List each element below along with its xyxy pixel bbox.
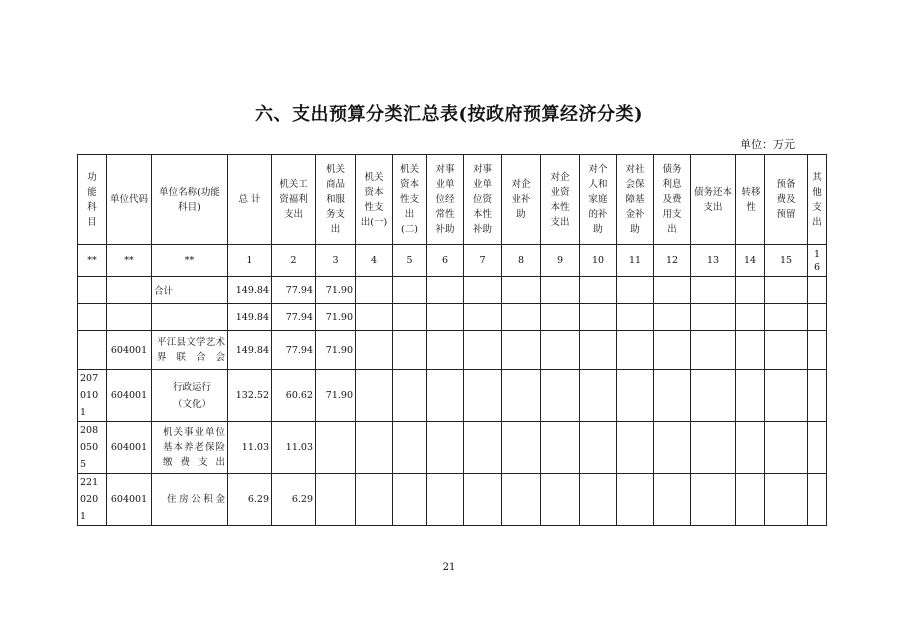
func-code-cell bbox=[78, 304, 107, 331]
empty-cell bbox=[356, 331, 393, 370]
empty-cell bbox=[691, 474, 736, 526]
empty-cell bbox=[541, 304, 580, 331]
empty-cell bbox=[356, 304, 393, 331]
empty-cell bbox=[654, 370, 691, 422]
wage-cell: 77.94 bbox=[272, 304, 316, 331]
empty-cell bbox=[736, 370, 765, 422]
wage-cell: 77.94 bbox=[272, 277, 316, 304]
total-cell: 6.29 bbox=[228, 474, 272, 526]
empty-cell bbox=[427, 370, 464, 422]
unit-name-cell: 住房公积金 bbox=[152, 474, 228, 526]
header-cell: 对事业单位资本性补助 bbox=[464, 155, 502, 245]
empty-cell bbox=[580, 304, 617, 331]
unit-code-cell: 604001 bbox=[107, 370, 152, 422]
empty-cell bbox=[691, 370, 736, 422]
header-cell: 机关商品和服务支出 bbox=[316, 155, 356, 245]
empty-cell bbox=[427, 304, 464, 331]
header-cell: 对社会保障基金补助 bbox=[617, 155, 654, 245]
goods-cell bbox=[316, 474, 356, 526]
column-number: 16 bbox=[808, 245, 827, 277]
column-number: ** bbox=[78, 245, 107, 277]
empty-cell bbox=[691, 277, 736, 304]
column-number: 9 bbox=[541, 245, 580, 277]
empty-cell bbox=[691, 304, 736, 331]
empty-cell bbox=[464, 422, 502, 474]
header-cell: 对企业资本性支出 bbox=[541, 155, 580, 245]
table-row bbox=[78, 277, 827, 304]
empty-cell bbox=[502, 277, 541, 304]
column-number: 8 bbox=[502, 245, 541, 277]
column-number: 6 bbox=[427, 245, 464, 277]
column-number: 7 bbox=[464, 245, 502, 277]
table-row bbox=[78, 370, 827, 422]
empty-cell bbox=[541, 370, 580, 422]
empty-cell bbox=[808, 331, 827, 370]
empty-cell bbox=[464, 474, 502, 526]
unit-code-cell: 604001 bbox=[107, 422, 152, 474]
column-number: 11 bbox=[617, 245, 654, 277]
wage-cell: 60.62 bbox=[272, 370, 316, 422]
empty-cell bbox=[427, 277, 464, 304]
unit-code-cell bbox=[107, 277, 152, 304]
empty-cell bbox=[691, 331, 736, 370]
total-cell: 149.84 bbox=[228, 304, 272, 331]
empty-cell bbox=[541, 422, 580, 474]
empty-cell bbox=[356, 474, 393, 526]
total-cell: 11.03 bbox=[228, 422, 272, 474]
header-row bbox=[78, 155, 827, 245]
budget-table bbox=[77, 154, 827, 526]
empty-cell bbox=[427, 331, 464, 370]
unit-code-cell bbox=[107, 304, 152, 331]
header-cell: 对个人和家庭的补助 bbox=[580, 155, 617, 245]
column-number: 13 bbox=[691, 245, 736, 277]
table-row bbox=[78, 304, 827, 331]
empty-cell bbox=[736, 331, 765, 370]
empty-cell bbox=[502, 331, 541, 370]
empty-cell bbox=[502, 370, 541, 422]
header-cell: 单位名称(功能科目) bbox=[152, 155, 228, 245]
empty-cell bbox=[691, 422, 736, 474]
empty-cell bbox=[736, 304, 765, 331]
empty-cell bbox=[427, 422, 464, 474]
empty-cell bbox=[617, 331, 654, 370]
empty-cell bbox=[427, 474, 464, 526]
empty-cell bbox=[617, 422, 654, 474]
empty-cell bbox=[765, 277, 808, 304]
empty-cell bbox=[765, 304, 808, 331]
empty-cell bbox=[356, 422, 393, 474]
empty-cell bbox=[393, 277, 427, 304]
func-code-cell bbox=[78, 331, 107, 370]
header-cell: 总 计 bbox=[228, 155, 272, 245]
empty-cell bbox=[808, 277, 827, 304]
header-cell: 对事业单位经常性补助 bbox=[427, 155, 464, 245]
empty-cell bbox=[464, 304, 502, 331]
column-number: ** bbox=[152, 245, 228, 277]
header-cell: 机关资本性支出(一) bbox=[356, 155, 393, 245]
header-cell: 转移性 bbox=[736, 155, 765, 245]
empty-cell bbox=[808, 370, 827, 422]
empty-cell bbox=[808, 304, 827, 331]
wage-cell: 77.94 bbox=[272, 331, 316, 370]
total-cell: 149.84 bbox=[228, 277, 272, 304]
unit-label: 单位：万元 bbox=[740, 138, 795, 151]
empty-cell bbox=[654, 304, 691, 331]
unit-name-cell: 机关事业单位基本养老保险缴费支出 bbox=[152, 422, 228, 474]
empty-cell bbox=[393, 474, 427, 526]
empty-cell bbox=[617, 277, 654, 304]
column-number: 14 bbox=[736, 245, 765, 277]
empty-cell bbox=[765, 474, 808, 526]
empty-cell bbox=[580, 277, 617, 304]
unit-name-cell: 行政运行（文化） bbox=[152, 370, 228, 422]
empty-cell bbox=[393, 331, 427, 370]
empty-cell bbox=[464, 331, 502, 370]
empty-cell bbox=[765, 370, 808, 422]
goods-cell: 71.90 bbox=[316, 331, 356, 370]
empty-cell bbox=[654, 331, 691, 370]
empty-cell bbox=[502, 422, 541, 474]
empty-cell bbox=[393, 370, 427, 422]
column-number: 3 bbox=[316, 245, 356, 277]
header-cell: 机关资本性支出(二) bbox=[393, 155, 427, 245]
header-cell: 功能科目 bbox=[78, 155, 107, 245]
empty-cell bbox=[808, 474, 827, 526]
empty-cell bbox=[580, 370, 617, 422]
header-cell: 机关工资福利支出 bbox=[272, 155, 316, 245]
empty-cell bbox=[617, 304, 654, 331]
column-number: ** bbox=[107, 245, 152, 277]
table-row bbox=[78, 422, 827, 474]
empty-cell bbox=[356, 277, 393, 304]
unit-code-cell: 604001 bbox=[107, 474, 152, 526]
empty-cell bbox=[736, 422, 765, 474]
header-cell: 对企业补助 bbox=[502, 155, 541, 245]
empty-cell bbox=[617, 370, 654, 422]
empty-cell bbox=[502, 474, 541, 526]
column-number-row bbox=[78, 245, 827, 277]
empty-cell bbox=[654, 277, 691, 304]
table-row bbox=[78, 474, 827, 526]
unit-name-cell: 合计 bbox=[152, 277, 228, 304]
column-number: 2 bbox=[272, 245, 316, 277]
wage-cell: 6.29 bbox=[272, 474, 316, 526]
table-row bbox=[78, 331, 827, 370]
unit-name-cell bbox=[152, 304, 228, 331]
empty-cell bbox=[808, 422, 827, 474]
column-number: 10 bbox=[580, 245, 617, 277]
empty-cell bbox=[765, 422, 808, 474]
func-code-cell: 2070101 bbox=[78, 370, 107, 422]
empty-cell bbox=[736, 474, 765, 526]
column-number: 15 bbox=[765, 245, 808, 277]
goods-cell: 71.90 bbox=[316, 304, 356, 331]
goods-cell bbox=[316, 422, 356, 474]
empty-cell bbox=[541, 474, 580, 526]
empty-cell bbox=[765, 331, 808, 370]
header-cell: 单位代码 bbox=[107, 155, 152, 245]
unit-name-cell: 平江县文学艺术界联合会 bbox=[152, 331, 228, 370]
total-cell: 132.52 bbox=[228, 370, 272, 422]
empty-cell bbox=[393, 304, 427, 331]
empty-cell bbox=[356, 370, 393, 422]
page-title: 六、支出预算分类汇总表(按政府预算经济分类) bbox=[254, 104, 644, 125]
empty-cell bbox=[736, 277, 765, 304]
header-cell: 债务还本支出 bbox=[691, 155, 736, 245]
empty-cell bbox=[502, 304, 541, 331]
page-number: 21 bbox=[442, 562, 456, 573]
empty-cell bbox=[654, 422, 691, 474]
column-number: 5 bbox=[393, 245, 427, 277]
empty-cell bbox=[541, 277, 580, 304]
goods-cell: 71.90 bbox=[316, 277, 356, 304]
budget-table-container bbox=[77, 154, 822, 522]
header-cell: 预备费及预留 bbox=[765, 155, 808, 245]
empty-cell bbox=[580, 474, 617, 526]
func-code-cell: 2080505 bbox=[78, 422, 107, 474]
empty-cell bbox=[617, 474, 654, 526]
empty-cell bbox=[654, 474, 691, 526]
empty-cell bbox=[393, 422, 427, 474]
column-number: 4 bbox=[356, 245, 393, 277]
column-number: 1 bbox=[228, 245, 272, 277]
empty-cell bbox=[580, 422, 617, 474]
header-cell: 债务利息及费用支出 bbox=[654, 155, 691, 245]
column-number: 12 bbox=[654, 245, 691, 277]
wage-cell: 11.03 bbox=[272, 422, 316, 474]
empty-cell bbox=[541, 331, 580, 370]
unit-code-cell: 604001 bbox=[107, 331, 152, 370]
empty-cell bbox=[464, 277, 502, 304]
empty-cell bbox=[580, 331, 617, 370]
total-cell: 149.84 bbox=[228, 331, 272, 370]
func-code-cell bbox=[78, 277, 107, 304]
goods-cell: 71.90 bbox=[316, 370, 356, 422]
func-code-cell: 2210201 bbox=[78, 474, 107, 526]
header-cell: 其他支出 bbox=[808, 155, 827, 245]
empty-cell bbox=[464, 370, 502, 422]
